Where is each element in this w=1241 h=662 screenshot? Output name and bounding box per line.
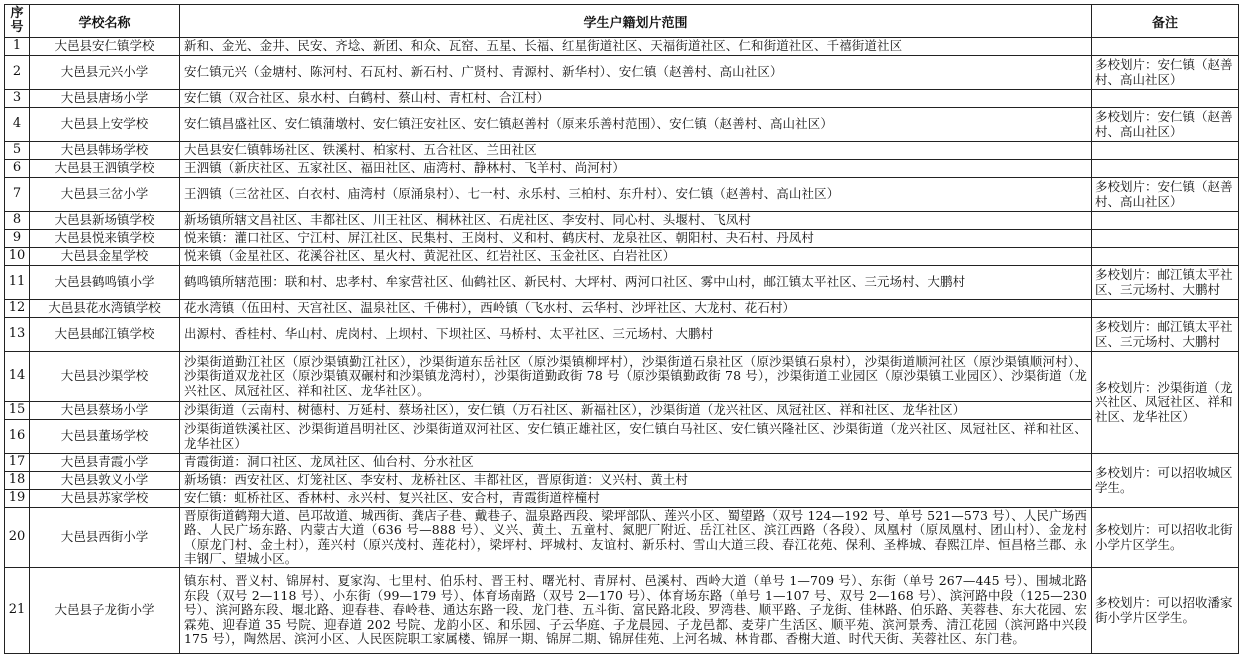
row-range: 青霞街道：洞口社区、龙凤社区、仙台村、分水社区 (180, 454, 1092, 472)
row-school-name: 大邑县青霞小学 (30, 454, 180, 472)
row-seq: 16 (5, 420, 30, 454)
table-row (5, 56, 1239, 90)
row-seq: 10 (5, 248, 30, 266)
row-range: 沙渠街道（云南村、树德村、万延村、蔡场社区），安仁镇（万石社区、新福社区），沙渠街道（龙兴社区、凤冠社区、祥和社区、龙华社区） (180, 402, 1092, 420)
row-note: 多校划片：可以招收北街小学片区学生。 (1092, 508, 1239, 568)
row-seq: 8 (5, 212, 30, 230)
row-seq: 12 (5, 300, 30, 318)
row-range: 悦来镇：灌口社区、宁江村、屏江社区、民集村、王岗村、义和村、鹤庆村、龙泉社区、朝阳村、夬石村、丹凤村 (180, 230, 1092, 248)
table-row (5, 420, 1239, 454)
row-seq: 2 (5, 56, 30, 90)
row-note-merged: 多校划片：可以招收城区学生。 (1092, 454, 1239, 508)
row-note (1092, 230, 1239, 248)
row-school-name: 大邑县敦义小学 (30, 472, 180, 490)
table-row (5, 352, 1239, 402)
table-row (5, 266, 1239, 300)
row-seq: 20 (5, 508, 30, 568)
table-row (5, 300, 1239, 318)
header-enrollment-range: 学生户籍划片范围 (180, 5, 1092, 38)
table-row (5, 108, 1239, 142)
row-school-name: 大邑县沙渠学校 (30, 352, 180, 402)
row-school-name: 大邑县邮江镇学校 (30, 318, 180, 352)
header-notes: 备注 (1092, 5, 1239, 38)
row-school-name: 大邑县韩场学校 (30, 142, 180, 160)
row-note (1092, 300, 1239, 318)
row-note: 多校划片：邮江镇太平社区、三元场村、大鹏村 (1092, 318, 1239, 352)
row-range: 镇东村、晋义村、锦屏村、夏家沟、七里村、伯乐村、晋王村、曙光村、青屏村、邑溪村、西岭大道（单号 1—709 号）、东街（单号 267—445 号）、围城北路东段（双号 2—118 号）、小东街（99—179 号）、体育场南路（双号 2—170 号）、体育场东路（单号 1—107 号、双号 2—168 号）、滨河路中段（125—230 号）、滨河路东段、堰北路、迎春巷、春岭巷、通达东路一段、龙门巷、五斗街、富民路北段、罗湾巷、顺平路、子龙街、佳林路、伯乐路、芙蓉巷、东大花园、宏霖苑、迎春道 35 号院、迎春道 202 号院、龙韵小区、和乐园、子云华庭、子龙晨园、子龙邑都、麦芽广生活区、顺平苑、滨河景秀、清江花园（滨河路中兴段 175 号），陶然居、滨河小区、人民医院职工家属楼、锦屏一期、锦屏二期、锦屏佳苑、上河名城、林肯郡、香榭大道、时代天街、芙蓉社区、东门巷。 (180, 568, 1092, 654)
row-seq: 4 (5, 108, 30, 142)
row-range: 王泗镇（新庆社区、五家社区、福田社区、庙湾村、静林村、飞羊村、尚河村） (180, 160, 1092, 178)
row-range: 沙渠街道勤江社区（原沙渠镇勤江社区），沙渠街道东岳社区（原沙渠镇柳坪村），沙渠街道石泉社区（原沙渠镇石泉村），沙渠街道顺河社区（原沙渠镇顺河村）、沙渠街道双龙社区（原沙渠镇双碾村和沙渠镇龙湾村），沙渠街道勤政街 78 号（原沙渠镇勤政街 78 号），沙渠街道工业园区（原沙渠镇工业园区）、沙渠街道（龙兴社区、凤冠社区、祥和社区、龙华社区）。 (180, 352, 1092, 402)
row-range: 悦来镇（金星社区、花溪谷社区、星火村、黄泥社区、红岩社区、玉金社区、白岩社区） (180, 248, 1092, 266)
row-school-name: 大邑县唐场小学 (30, 90, 180, 108)
row-note: 多校划片：安仁镇（赵善村、高山社区） (1092, 178, 1239, 212)
row-seq: 9 (5, 230, 30, 248)
row-note-merged: 多校划片：沙渠街道（龙兴社区、凤冠社区、祥和社区、龙华社区） (1092, 352, 1239, 454)
row-seq: 21 (5, 568, 30, 654)
row-seq: 7 (5, 178, 30, 212)
row-note: 多校划片：邮江镇太平社区、三元场村、大鹏村 (1092, 266, 1239, 300)
row-school-name: 大邑县上安学校 (30, 108, 180, 142)
table-row (5, 90, 1239, 108)
row-note (1092, 142, 1239, 160)
header-row (5, 5, 1239, 38)
table-row (5, 490, 1239, 508)
row-note: 多校划片：安仁镇（赵善村、高山社区） (1092, 108, 1239, 142)
row-seq: 13 (5, 318, 30, 352)
row-seq: 14 (5, 352, 30, 402)
row-school-name: 大邑县西街小学 (30, 508, 180, 568)
row-range: 大邑县安仁镇韩场社区、铁溪村、柏家村、五合社区、兰田社区 (180, 142, 1092, 160)
row-range: 花水湾镇（伍田村、天宫社区、温泉社区、千佛村），西岭镇（飞水村、云华村、沙坪社区、大龙村、花石村） (180, 300, 1092, 318)
row-school-name: 大邑县花水湾镇学校 (30, 300, 180, 318)
table-row (5, 38, 1239, 56)
table-row (5, 230, 1239, 248)
row-range: 鹤鸣镇所辖范围：联和村、忠孝村、牟家营社区、仙鹤社区、新民村、大坪村、两河口社区、雾中山村，邮江镇太平社区、三元场村、大鹏村 (180, 266, 1092, 300)
zoning-table (4, 4, 1239, 654)
row-range: 沙渠街道铁溪社区、沙渠街道昌明社区、沙渠街道双河社区、安仁镇正雄社区，安仁镇白马社区、安仁镇兴隆社区、沙渠街道（龙兴社区、凤冠社区、祥和社区、龙华社区） (180, 420, 1092, 454)
table-row (5, 318, 1239, 352)
row-seq: 11 (5, 266, 30, 300)
row-note (1092, 212, 1239, 230)
row-range: 安仁镇：虹桥社区、香林村、永兴村、复兴社区、安合村，青霞街道梓橦村 (180, 490, 1092, 508)
row-school-name: 大邑县苏家学校 (30, 490, 180, 508)
row-range: 新和、金光、金井、民安、齐埝、新团、和众、瓦窑、五星、长福、红星街道社区、天福街道社区、仁和街道社区、千禧街道社区 (180, 38, 1092, 56)
table-row (5, 568, 1239, 654)
row-school-name: 大邑县子龙街小学 (30, 568, 180, 654)
header-seq: 序号 (5, 5, 30, 38)
row-school-name: 大邑县蔡场小学 (30, 402, 180, 420)
table-row (5, 142, 1239, 160)
row-school-name: 大邑县金星学校 (30, 248, 180, 266)
row-range: 安仁镇（双合社区、泉水村、白鹤村、蔡山村、青杠村、合江村） (180, 90, 1092, 108)
row-note (1092, 38, 1239, 56)
row-note (1092, 90, 1239, 108)
row-school-name: 大邑县王泗镇学校 (30, 160, 180, 178)
row-seq: 19 (5, 490, 30, 508)
table-row (5, 472, 1239, 490)
row-school-name: 大邑县元兴小学 (30, 56, 180, 90)
table-row (5, 508, 1239, 568)
header-school-name: 学校名称 (30, 5, 180, 38)
table-row (5, 454, 1239, 472)
row-range: 晋原街道鹤翔大道、邑邛故道、城西街、龚店子巷、戴巷子、温泉路西段、梁坪部队、莲兴小区、蜀望路（双号 124—192 号、单号 521—573 号）、人民广场西路、人民广场东路、内蒙古大道（636 号—888 号）、义兴、黄土、五童村、氮肥厂附近、岳江社区、滨江西路（各段）、凤凰村（原凤凰村、团山村）、金龙村（原龙门村、金土村），莲兴村（原兴茂村、莲花村），梁坪村、坪城村、友谊村、新乐村、雪山大道三段、春江花苑、保利、圣桦城、春熙江岸、恒昌格兰郡、永丰钢厂、望城小区。 (180, 508, 1092, 568)
row-seq: 15 (5, 402, 30, 420)
row-range: 出源村、香桂村、华山村、虎岗村、上坝村、下坝社区、马桥村、太平社区、三元场村、大鹏村 (180, 318, 1092, 352)
row-school-name: 大邑县悦来镇学校 (30, 230, 180, 248)
row-school-name: 大邑县鹤鸣镇小学 (30, 266, 180, 300)
row-range: 新场镇所辖文昌社区、丰都社区、川王社区、桐林社区、石虎社区、李安村、同心村、头堰村、飞凤村 (180, 212, 1092, 230)
row-range: 安仁镇元兴（金塘村、陈河村、石瓦村、新石村、广贤村、青源村、新华村）、安仁镇（赵善村、高山社区） (180, 56, 1092, 90)
row-seq: 1 (5, 38, 30, 56)
table-row (5, 212, 1239, 230)
row-school-name: 大邑县安仁镇学校 (30, 38, 180, 56)
table-row (5, 160, 1239, 178)
row-range: 新场镇：西安社区、灯笼社区、李安村、龙桥社区、丰都社区，晋原街道：义兴村、黄土村 (180, 472, 1092, 490)
row-seq: 3 (5, 90, 30, 108)
row-seq: 5 (5, 142, 30, 160)
row-note: 多校划片：可以招收潘家街小学片区学生。 (1092, 568, 1239, 654)
row-range: 王泗镇（三岔社区、白衣村、庙湾村（原涌泉村）、七一村、永乐村、三柏村、东升村）、安仁镇（赵善村、高山社区） (180, 178, 1092, 212)
table-row (5, 402, 1239, 420)
table-row (5, 178, 1239, 212)
row-seq: 18 (5, 472, 30, 490)
row-seq: 6 (5, 160, 30, 178)
row-school-name: 大邑县新场镇学校 (30, 212, 180, 230)
row-note (1092, 160, 1239, 178)
row-school-name: 大邑县三岔小学 (30, 178, 180, 212)
row-school-name: 大邑县董场学校 (30, 420, 180, 454)
row-seq: 17 (5, 454, 30, 472)
table-row (5, 248, 1239, 266)
row-range: 安仁镇昌盛社区、安仁镇蒲墩村、安仁镇汪安社区、安仁镇赵善村（原来乐善村范围）、安仁镇（赵善村、高山社区） (180, 108, 1092, 142)
row-note: 多校划片：安仁镇（赵善村、高山社区） (1092, 56, 1239, 90)
row-note (1092, 248, 1239, 266)
